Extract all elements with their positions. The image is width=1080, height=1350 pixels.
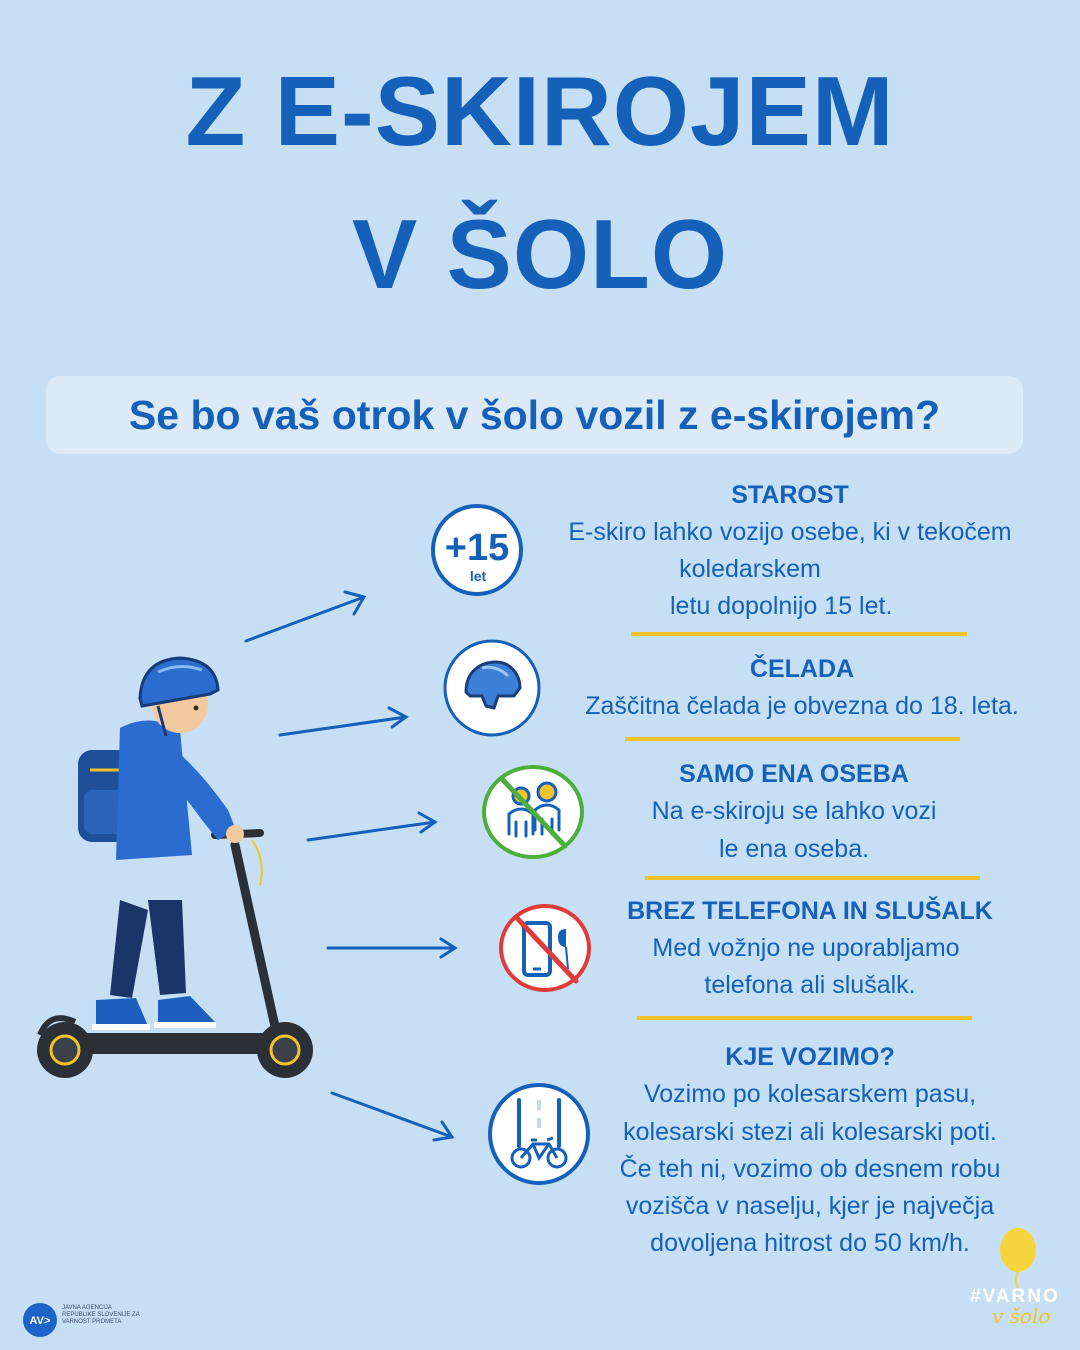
section-no-phone-line: telefona ali slušalk. — [704, 971, 916, 999]
age-icon-unit: let — [469, 568, 487, 584]
section-where-line: Vozimo po kolesarskem pasu, — [643, 1080, 977, 1108]
section-one-person-heading: SAMO ENA OSEBA — [679, 760, 909, 788]
section-age-heading: STAROST — [731, 481, 849, 509]
divider — [645, 876, 980, 880]
bike-lane-icon — [487, 1082, 591, 1186]
divider — [625, 737, 960, 741]
section-where-line: dovoljena hitrost do 50 km/h. — [650, 1229, 970, 1257]
page-title-line1: Z E-SKIROJEM — [185, 56, 895, 166]
section-no-phone-heading: BREZ TELEFONA IN SLUŠALK — [627, 897, 993, 925]
section-where-line: kolesarski stezi ali kolesarski poti. — [623, 1118, 997, 1146]
balloon-icon — [966, 1222, 1046, 1292]
agency-logo — [22, 1302, 58, 1338]
page-title-line2: V ŠOLO — [351, 199, 729, 309]
arrow-5 — [332, 1093, 452, 1140]
section-age-line: E-skiro lahko vozijo osebe, ki v tekočem — [568, 518, 1012, 546]
section-where-line: Če teh ni, vozimo ob desnem robu — [619, 1155, 1001, 1183]
campaign-logo-line1: #VARNO — [970, 1286, 1060, 1307]
section-where-line: vozišča v naselju, kjer je največja — [625, 1192, 995, 1220]
arrow-1 — [246, 592, 364, 641]
helmet-icon — [442, 638, 542, 738]
section-where-heading: KJE VOZIMO? — [725, 1043, 895, 1071]
agency-logo-text: JAVNA AGENCIJA REPUBLIKE SLOVENIJE ZA VARNOST PROMETA — [62, 1305, 140, 1326]
section-age-line: koledarskem — [679, 555, 821, 583]
section-age-line: letu dopolnijo 15 let. — [670, 592, 893, 620]
age-15-icon — [430, 503, 524, 597]
section-helmet-heading: ČELADA — [749, 655, 855, 683]
question-text: Se bo vaš otrok v šolo vozil z e-skirojem? — [128, 391, 941, 438]
section-one-person-line: Na e-skiroju se lahko vozi — [651, 797, 937, 825]
section-one-person-line: le ena oseba. — [718, 835, 870, 863]
age-icon-number: +15 — [444, 527, 510, 569]
campaign-logo-line2: v šolo — [992, 1304, 1051, 1328]
section-helmet-line: Zaščitna čelada je obvezna do 18. leta. — [585, 692, 1019, 720]
divider — [637, 1016, 972, 1020]
agency-logo-mark: AV> — [29, 1315, 51, 1327]
section-no-phone-line: Med vožnjo ne uporabljamo — [652, 934, 960, 962]
kid-on-scooter-illustration — [30, 650, 320, 1090]
arrow-3 — [308, 813, 435, 840]
arrow-4 — [328, 939, 455, 957]
divider — [631, 632, 967, 636]
